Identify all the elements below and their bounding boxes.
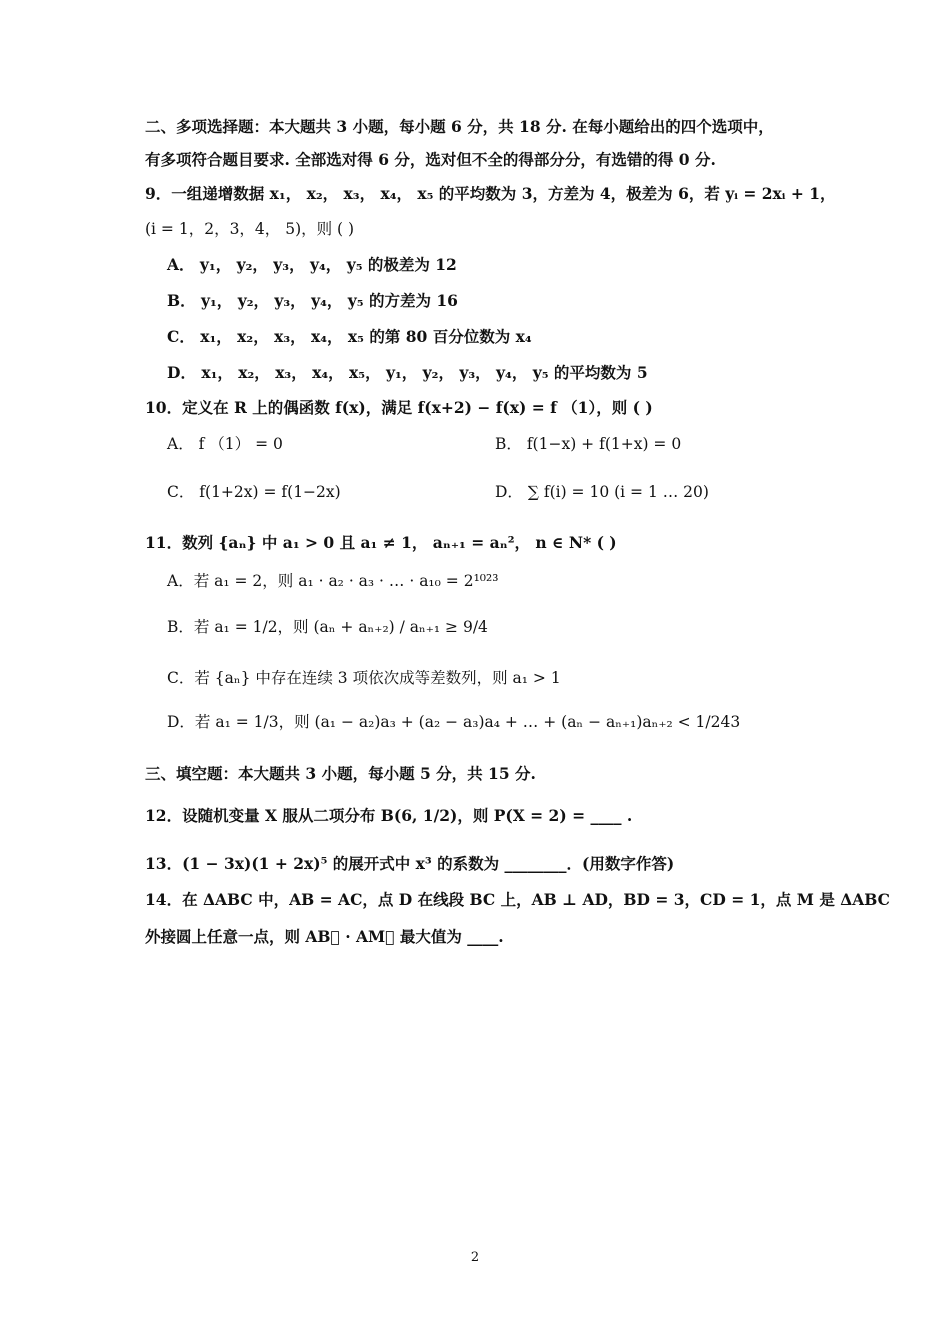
q10-option-b: B． f(1−x) + f(1+x) = 0 — [495, 435, 682, 453]
q14-line1: 14．在 ΔABC 中，AB = AC，点 D 在线段 BC 上，AB ⊥ AD，BD = 3，CD = 1，点 M 是 ΔABC — [145, 890, 891, 909]
q11-option-d: D．若 a₁ = 1/3，则 (a₁ − a₂)a₃ + (a₂ − a₃)a₄ + … + (aₙ − aₙ₊₁)aₙ₊₂ < 1/243 — [167, 713, 741, 731]
q9-stem-line1: 9．一组递增数据 x₁， x₂， x₃， x₄， x₅ 的平均数为 3，方差为 4，极差为 6，若 yᵢ = 2xᵢ + 1， — [145, 184, 836, 203]
q10-option-d: D． ∑ f(i) = 10 (i = 1 … 20) — [495, 483, 709, 501]
section3-heading: 三、填空题：本大题共 3 小题，每小题 5 分，共 15 分. — [145, 764, 536, 783]
section2-heading-line2: 有多项符合题目要求. 全部选对得 6 分，选对但不全的得部分分，有选错的得 0 分. — [145, 150, 716, 169]
q11-option-c: C．若 {aₙ} 中存在连续 3 项依次成等差数列，则 a₁ > 1 — [167, 669, 561, 687]
q9-option-c: C． x₁， x₂， x₃， x₄， x₅ 的第 80 百分位数为 x₄ — [167, 327, 532, 346]
q9-option-b: B． y₁， y₂， y₃， y₄， y₅ 的方差为 16 — [167, 291, 458, 310]
q14-line2: 外接圆上任意一点，则 AB⃗ · AM⃗ 最大值为 ____. — [145, 927, 504, 946]
q12: 12．设随机变量 X 服从二项分布 B(6, 1/2)，则 P(X = 2) = ____ . — [145, 806, 633, 825]
q11-option-a: A．若 a₁ = 2，则 a₁ · a₂ · a₃ · … · a₁₀ = 2¹⁰²³ — [167, 572, 499, 590]
q10-option-a: A． f （1） = 0 — [167, 435, 283, 453]
q11-option-b: B．若 a₁ = 1/2，则 (aₙ + aₙ₊₂) / aₙ₊₁ ≥ 9/4 — [167, 618, 488, 636]
q11-stem: 11．数列 {aₙ} 中 a₁ > 0 且 a₁ ≠ 1， aₙ₊₁ = aₙ²， n ∈ N* ( ) — [145, 533, 617, 552]
q9-option-d: D． x₁， x₂， x₃， x₄， x₅， y₁， y₂， y₃， y₄， y₅ 的平均数为 5 — [167, 363, 648, 382]
q10-option-c: C． f(1+2x) = f(1−2x) — [167, 483, 341, 501]
q10-stem: 10．定义在 R 上的偶函数 f(x)，满足 f(x+2) − f(x) = f （1），则 ( ) — [145, 398, 653, 417]
page-number: 2 — [470, 1250, 480, 1265]
q9-option-a: A． y₁， y₂， y₃， y₄， y₅ 的极差为 12 — [167, 255, 457, 274]
q13: 13．(1 − 3x)(1 + 2x)⁵ 的展开式中 x³ 的系数为 ________．(用数字作答) — [145, 854, 675, 873]
section2-heading-line1: 二、多项选择题：本大题共 3 小题，每小题 6 分，共 18 分. 在每小题给出的四个选项中， — [145, 117, 774, 136]
q9-stem-line2: (i = 1，2，3，4， 5)，则 ( ) — [145, 220, 355, 238]
